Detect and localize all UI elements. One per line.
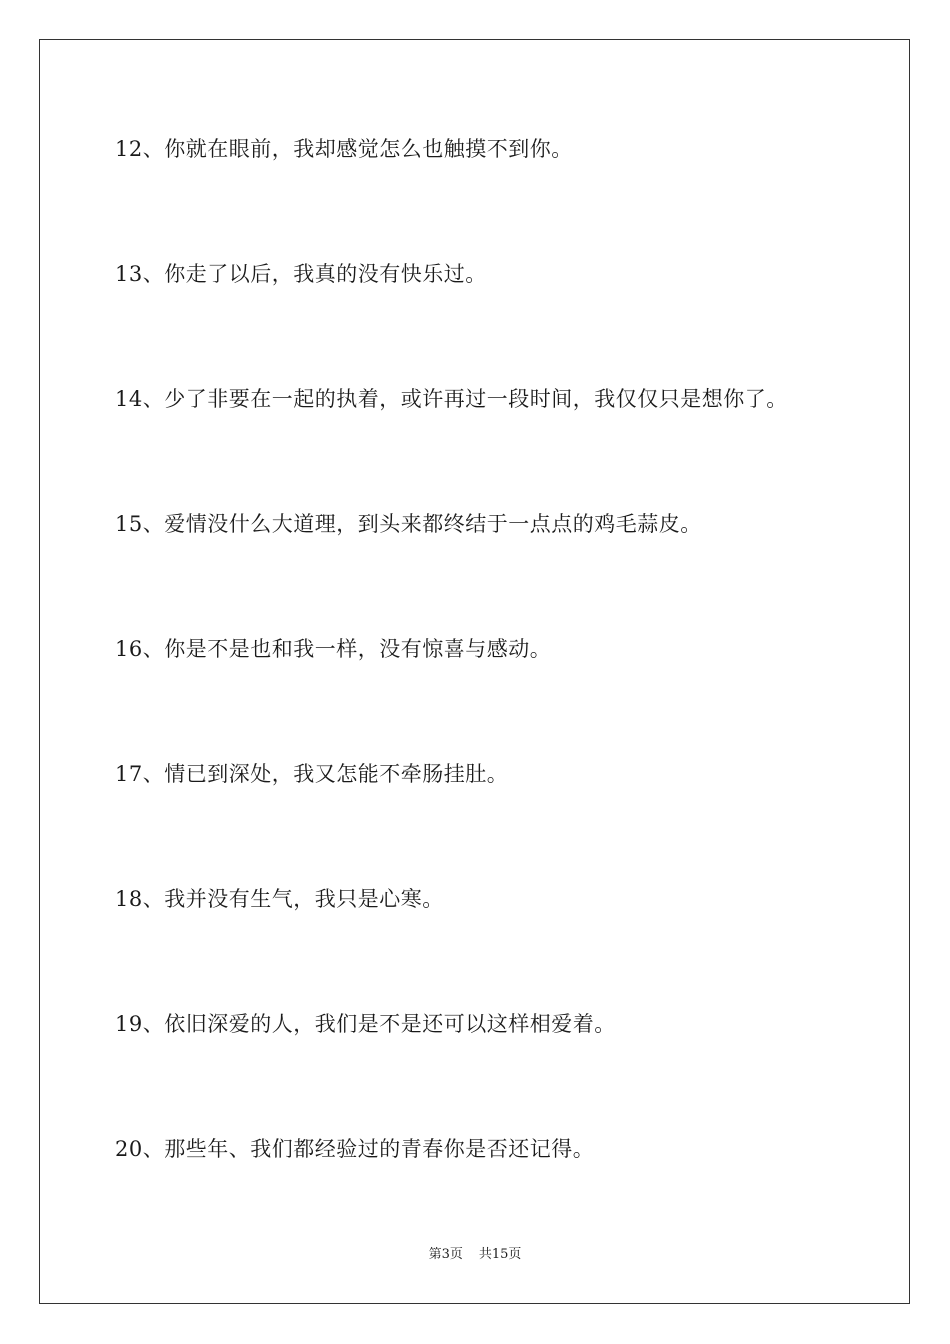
list-item: 20、那些年、我们都经验过的青春你是否还记得。 [115,1137,595,1161]
list-item: 18、我并没有生气，我只是心寒。 [115,887,444,911]
list-item: 12、你就在眼前，我却感觉怎么也触摸不到你。 [115,137,573,161]
page-number: 第3页 [428,1247,463,1262]
list-item: 19、依旧深爱的人，我们是不是还可以这样相爱着。 [115,1012,616,1036]
list-item: 13、你走了以后，我真的没有快乐过。 [115,262,487,286]
list-item: 15、爱情没什么大道理，到头来都终结于一点点的鸡毛蒜皮。 [115,512,702,536]
list-item: 17、情已到深处，我又怎能不牵肠挂肚。 [115,762,509,786]
list-item: 16、你是不是也和我一样，没有惊喜与感动。 [115,637,552,661]
page-footer [0,1246,950,1264]
list-item: 14、少了非要在一起的执着，或许再过一段时间，我仅仅只是想你了。 [115,387,788,411]
page-total: 共15页 [478,1247,522,1262]
